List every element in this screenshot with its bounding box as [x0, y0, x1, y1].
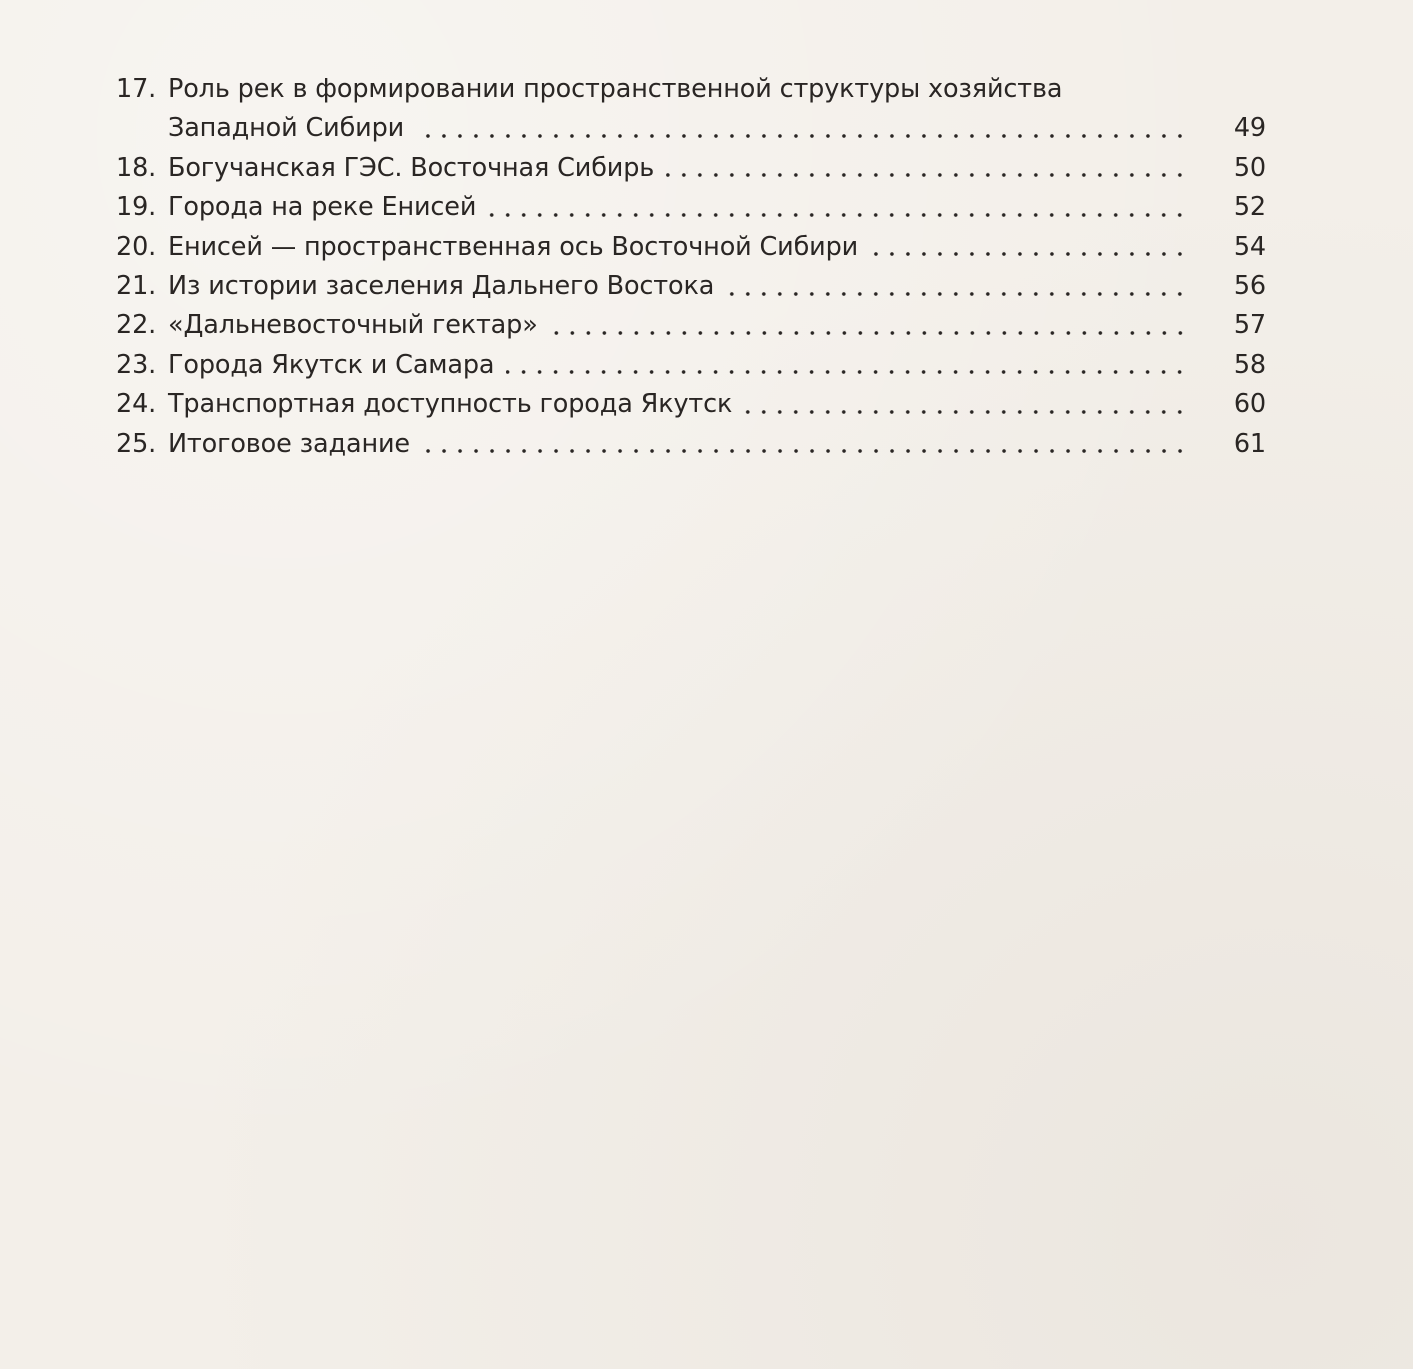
toc-entry-number: 19. — [116, 192, 157, 223]
toc-entry-page-number: 56 — [1233, 270, 1266, 301]
toc-entry-page-number: 49 — [1233, 113, 1266, 144]
dot-leader — [422, 449, 1188, 453]
toc-entry-title: «Дальневосточный гектар» — [168, 310, 538, 341]
toc-entry-number: 24. — [116, 389, 157, 420]
toc-entry-number: 17. — [116, 74, 157, 104]
toc-entry-title: Итоговое задание — [168, 428, 410, 459]
toc-entry-title-continuation: Западной Сибири — [168, 113, 405, 144]
toc-entry-line — [116, 109, 1266, 148]
toc-entry-number: 20. — [116, 231, 157, 262]
toc-entry-title: Енисей — пространственная ось Восточной Сибири — [168, 231, 859, 262]
toc-entry-page-number: 61 — [1233, 428, 1266, 459]
toc-entry-page-number: 58 — [1233, 349, 1266, 380]
toc-entry-page-number: 57 — [1233, 310, 1266, 341]
toc-entry-19 — [116, 188, 1266, 227]
dot-leader — [744, 410, 1188, 414]
toc-entry-page-number: 50 — [1233, 152, 1266, 183]
dot-leader — [666, 173, 1188, 177]
toc-entry-25 — [116, 425, 1266, 464]
toc-entry-number: 21. — [116, 270, 157, 301]
toc-entry-number: 18. — [116, 152, 157, 183]
toc-entry-number: 22. — [116, 310, 157, 341]
toc-entry-page-number: 54 — [1233, 231, 1266, 262]
dot-leader — [416, 134, 1188, 138]
toc-entry-line — [116, 70, 1266, 109]
toc-entry-number: 23. — [116, 349, 157, 380]
toc-entry-page-number: 52 — [1233, 192, 1266, 223]
toc-entry-page-number: 60 — [1233, 389, 1266, 420]
toc-entry-22 — [116, 306, 1266, 345]
toc-entry-title: Города на реке Енисей — [168, 192, 477, 223]
dot-leader — [550, 331, 1188, 335]
toc-entry-17 — [116, 70, 1266, 149]
toc-entry-title: Из истории заселения Дальнего Востока — [168, 270, 715, 301]
toc-entry-title: Города Якутск и Самара — [168, 349, 495, 380]
dot-leader — [488, 213, 1188, 217]
toc-entry-number: 25. — [116, 428, 157, 459]
toc-entry-24 — [116, 385, 1266, 424]
dot-leader — [870, 252, 1188, 256]
dot-leader — [506, 370, 1188, 374]
toc-entry-20 — [116, 228, 1266, 267]
toc-entry-18 — [116, 149, 1266, 188]
toc-entry-title: Роль рек в формировании пространственной структуры хозяйства — [168, 74, 1063, 104]
toc-entry-title: Богучанская ГЭС. Восточная Сибирь — [168, 152, 655, 183]
table-of-contents — [116, 70, 1266, 464]
toc-entry-21 — [116, 267, 1266, 306]
toc-entry-23 — [116, 346, 1266, 385]
dot-leader — [726, 292, 1188, 296]
toc-entry-title: Транспортная доступность города Якутск — [168, 389, 733, 420]
